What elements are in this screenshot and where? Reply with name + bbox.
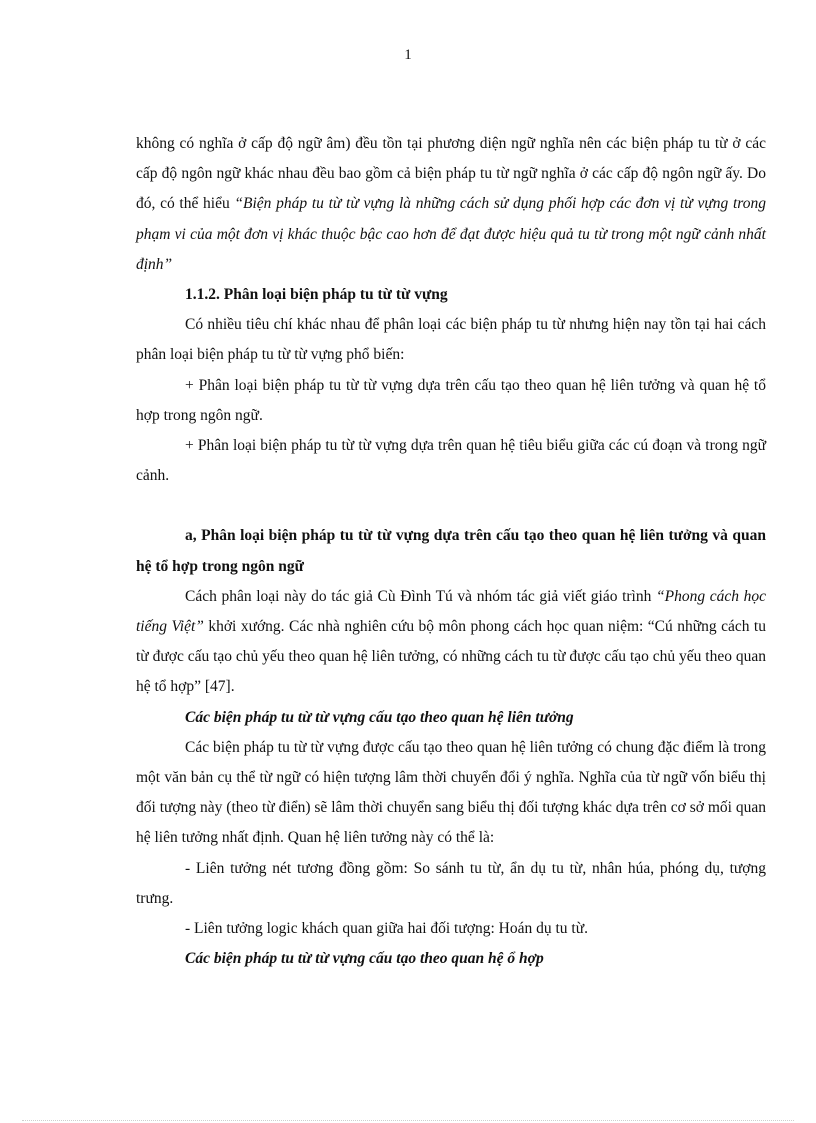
- book-title: “Phong cách học tiếng Việt”: [136, 587, 766, 636]
- page-bottom-rule: [22, 1120, 794, 1121]
- dash-item-2: - Liên tưởng logic khách quan giữa hai đối tượng: Hoán dụ tu từ.: [185, 920, 588, 938]
- dash-item-1: - Liên tưởng nét tương đồng gồm: So sánh tu từ, ẩn dụ tu từ, nhân húa, phóng dụ, tượng trưng.: [136, 859, 766, 907]
- paragraph-cu-dinh-tu-text2: khởi xướng. Các nhà nghiên cứu bộ môn phong cách học quan niệm: “Cú những cách tu từ được cấu tạo chủ yếu theo quan hệ liên tưởng, có những cách tu từ được cấu tạo chủ yếu theo quan hệ tổ hợp” [47].: [136, 618, 766, 696]
- paragraph-lien-tuong: Các biện pháp tu từ từ vựng được cấu tạo theo quan hệ liên tưởng có chung đặc điểm là trong một văn bản cụ thể từ ngữ có hiện tượng lâm thời chuyển đổi ý nghĩa. Nghĩa của từ ngữ vốn biểu thị đối tượng này (theo từ điển) sẽ lâm thời chuyển sang biểu thị đối tượng khác dựa trên cơ sở mối quan hệ liên tưởng nhất định. Quan hệ liên tưởng này có thể là:: [136, 738, 766, 847]
- paragraph-intro: [136, 129, 766, 280]
- paragraph-cu-dinh-tu-text1: Cách phân loại này do tác giả Cù Đình Tú và nhóm tác giả viết giáo trình: [185, 587, 656, 605]
- paragraph-cu-dinh-tu: [136, 582, 766, 703]
- paragraph-classification-intro: Có nhiều tiêu chí khác nhau để phân loại các biện pháp tu từ nhưng hiện nay tồn tại hai cách phân loại biện pháp tu từ từ vựng phổ biến:: [136, 316, 766, 364]
- definition-quote: “Biện pháp tu từ từ vựng là những cách sử dụng phối hợp các đơn vị từ vựng trong phạm vi của một đơn vị khác thuộc bậc cao hơn để đạt được hiệu quả tu từ trong một ngữ cảnh nhất định”: [136, 195, 766, 273]
- bullet-item-2: + Phân loại biện pháp tu từ từ vựng dựa trên quan hệ tiêu biểu giữa các cú đoạn và trong ngữ cảnh.: [136, 437, 766, 485]
- document-body: [136, 129, 766, 974]
- heading-to-hop: Các biện pháp tu từ từ vựng cấu tạo theo quan hệ ổ hợp: [185, 950, 544, 968]
- section-heading-1-1-2: 1.1.2. Phân loại biện pháp tu từ từ vựng: [185, 286, 448, 304]
- bullet-item-1: + Phân loại biện pháp tu từ từ vựng dựa trên cấu tạo theo quan hệ liên tưởng và quan hệ tổ hợp trong ngôn ngữ.: [136, 376, 766, 424]
- subsection-heading-a: a, Phân loại biện pháp tu từ từ vựng dựa trên cấu tạo theo quan hệ liên tưởng và quan hệ tổ hợp trong ngôn ngữ: [136, 527, 766, 575]
- paragraph-intro-text: không có nghĩa ở cấp độ ngữ âm) đều tồn tại phương diện ngữ nghĩa nên các biện pháp tu từ ở các cấp độ ngôn ngữ khác nhau đều bao gồm cả biện pháp tu từ ngữ nghĩa ở các cấp độ ngôn ngữ ấy. Do đó, có thể hiểu: [136, 135, 766, 213]
- page-number: 1: [404, 47, 412, 63]
- heading-lien-tuong: Các biện pháp tu từ từ vựng cấu tạo theo quan hệ liên tưởng: [185, 708, 574, 726]
